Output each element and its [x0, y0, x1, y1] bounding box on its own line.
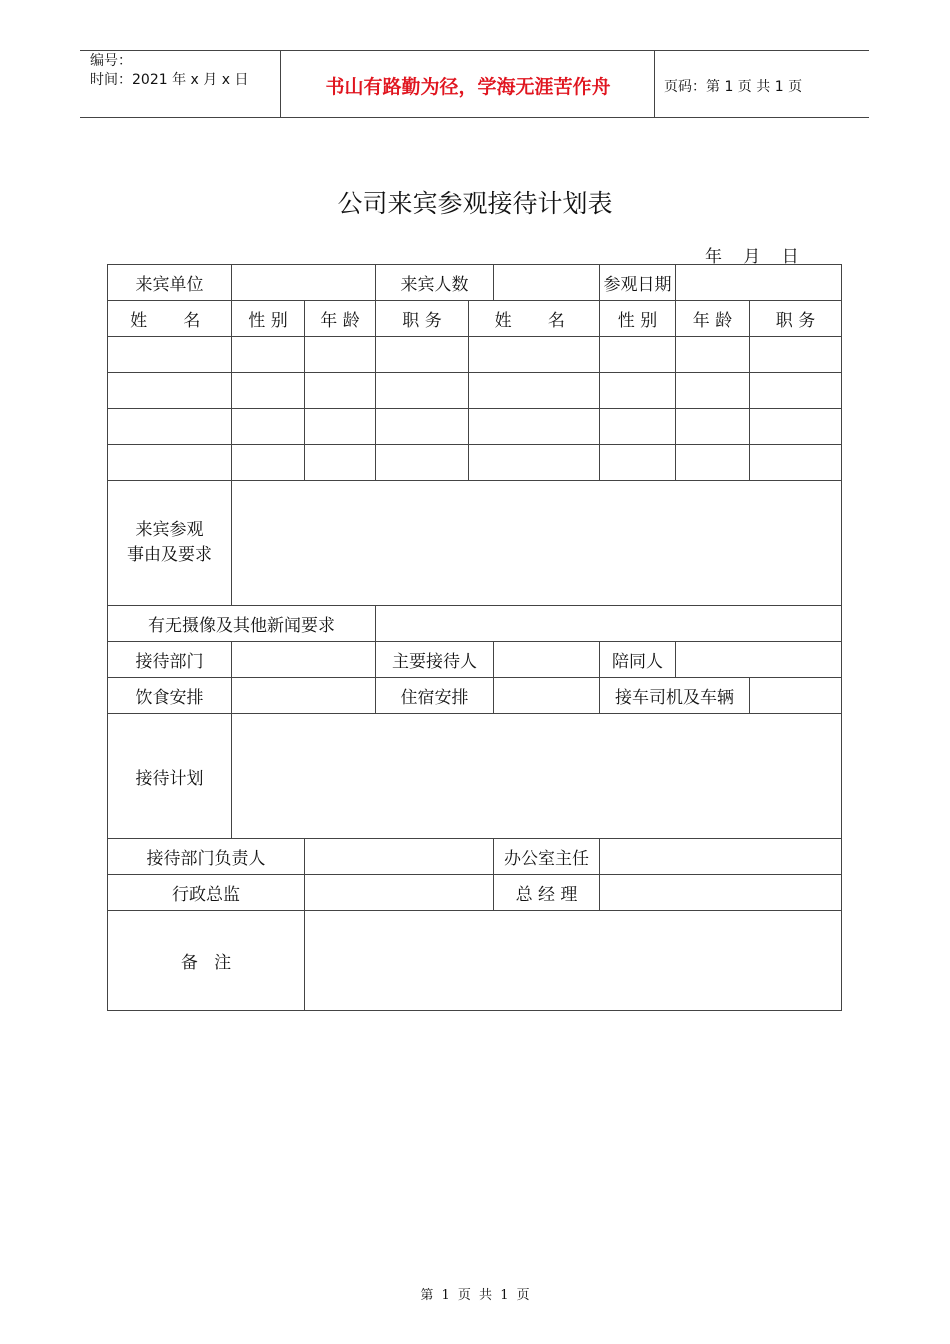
guest-gender-cell[interactable] [232, 373, 305, 409]
guest-gender-cell[interactable] [600, 337, 676, 373]
header-bottom-rule [80, 117, 869, 118]
guest-columns-header [108, 301, 842, 337]
guest-row [108, 409, 842, 445]
guest-age-cell[interactable] [676, 373, 750, 409]
name-header-2: 姓 名 [469, 301, 600, 337]
purpose-label-line1: 来宾参观 [135, 520, 204, 540]
guest-age-cell[interactable] [676, 337, 750, 373]
header-divider-left [280, 50, 281, 117]
guest-name-cell[interactable] [469, 409, 600, 445]
plan-field[interactable] [232, 714, 842, 839]
guest-gender-cell[interactable] [232, 409, 305, 445]
gender-header-1: 性 别 [232, 301, 305, 337]
gender-header-2: 性 别 [600, 301, 676, 337]
guest-info-row [108, 265, 842, 301]
main-host-field[interactable] [494, 642, 600, 678]
plan-row [108, 714, 842, 839]
dining-label: 饮食安排 [108, 678, 232, 714]
purpose-label-line2: 事由及要求 [127, 545, 212, 565]
document-number-label: 编号： [90, 53, 132, 69]
guest-position-cell[interactable] [376, 337, 469, 373]
guest-age-cell[interactable] [305, 409, 376, 445]
purpose-row [108, 481, 842, 606]
guest-age-cell[interactable] [676, 445, 750, 481]
guest-name-cell[interactable] [108, 337, 232, 373]
reception-row [108, 642, 842, 678]
header-meta [90, 52, 248, 90]
guest-name-cell[interactable] [108, 409, 232, 445]
guest-row [108, 445, 842, 481]
header-top-rule [80, 50, 869, 51]
guest-name-cell[interactable] [469, 337, 600, 373]
media-field[interactable] [376, 606, 842, 642]
document-time-label: 时间：2021 年 x 月 x 日 [90, 72, 249, 88]
guest-position-cell[interactable] [750, 445, 842, 481]
arrangement-row [108, 678, 842, 714]
remarks-row [108, 911, 842, 1011]
dining-field[interactable] [232, 678, 376, 714]
approval-row-2 [108, 875, 842, 911]
guest-name-cell[interactable] [108, 373, 232, 409]
guest-unit-label: 来宾单位 [108, 265, 232, 301]
guest-name-cell[interactable] [108, 445, 232, 481]
date-line: 年 月 日 [705, 247, 799, 267]
guest-row [108, 373, 842, 409]
guest-gender-cell[interactable] [600, 373, 676, 409]
purpose-label [108, 481, 232, 606]
guest-position-cell[interactable] [376, 373, 469, 409]
general-manager-label: 总 经 理 [494, 875, 600, 911]
guest-age-cell[interactable] [305, 445, 376, 481]
lodging-label: 住宿安排 [376, 678, 494, 714]
guest-name-cell[interactable] [469, 445, 600, 481]
guest-position-cell[interactable] [750, 337, 842, 373]
guest-gender-cell[interactable] [232, 337, 305, 373]
approval-row-1 [108, 839, 842, 875]
media-row [108, 606, 842, 642]
lodging-field[interactable] [494, 678, 600, 714]
guest-gender-cell[interactable] [600, 445, 676, 481]
guest-gender-cell[interactable] [232, 445, 305, 481]
header-motto: 书山有路勤为径，学海无涯苦作舟 [325, 76, 611, 98]
driver-field[interactable] [750, 678, 842, 714]
guest-count-label: 来宾人数 [376, 265, 494, 301]
main-host-label: 主要接待人 [376, 642, 494, 678]
position-header-2: 职 务 [750, 301, 842, 337]
guest-unit-field[interactable] [232, 265, 376, 301]
remarks-field[interactable] [305, 911, 842, 1011]
guest-age-cell[interactable] [676, 409, 750, 445]
remarks-label: 备 注 [108, 911, 305, 1011]
general-manager-field[interactable] [600, 875, 842, 911]
footer-page-info: 第 1 页 共 1 页 [420, 1288, 530, 1303]
reception-dept-label: 接待部门 [108, 642, 232, 678]
dept-head-label: 接待部门负责人 [108, 839, 305, 875]
escort-field[interactable] [676, 642, 842, 678]
guest-count-field[interactable] [494, 265, 600, 301]
visit-date-field[interactable] [676, 265, 842, 301]
name-header-1: 姓 名 [108, 301, 232, 337]
reception-dept-field[interactable] [232, 642, 376, 678]
guest-age-cell[interactable] [305, 337, 376, 373]
guest-row [108, 337, 842, 373]
guest-position-cell[interactable] [750, 409, 842, 445]
office-director-field[interactable] [600, 839, 842, 875]
guest-position-cell[interactable] [376, 445, 469, 481]
guest-position-cell[interactable] [750, 373, 842, 409]
age-header-1: 年 龄 [305, 301, 376, 337]
guest-name-cell[interactable] [469, 373, 600, 409]
dept-head-field[interactable] [305, 839, 494, 875]
purpose-field[interactable] [232, 481, 842, 606]
admin-director-field[interactable] [305, 875, 494, 911]
guest-age-cell[interactable] [305, 373, 376, 409]
age-header-2: 年 龄 [676, 301, 750, 337]
reception-plan-table [107, 264, 842, 1011]
driver-label: 接车司机及车辆 [600, 678, 750, 714]
header-page-number: 页码：第 1 页 共 1 页 [664, 79, 803, 95]
visit-date-label: 参观日期 [600, 265, 676, 301]
header-divider-right [654, 50, 655, 117]
media-label: 有无摄像及其他新闻要求 [108, 606, 376, 642]
guest-position-cell[interactable] [376, 409, 469, 445]
office-director-label: 办公室主任 [494, 839, 600, 875]
guest-gender-cell[interactable] [600, 409, 676, 445]
escort-label: 陪同人 [600, 642, 676, 678]
form-title: 公司来宾参观接待计划表 [337, 189, 613, 218]
position-header-1: 职 务 [376, 301, 469, 337]
admin-director-label: 行政总监 [108, 875, 305, 911]
plan-label: 接待计划 [108, 714, 232, 839]
